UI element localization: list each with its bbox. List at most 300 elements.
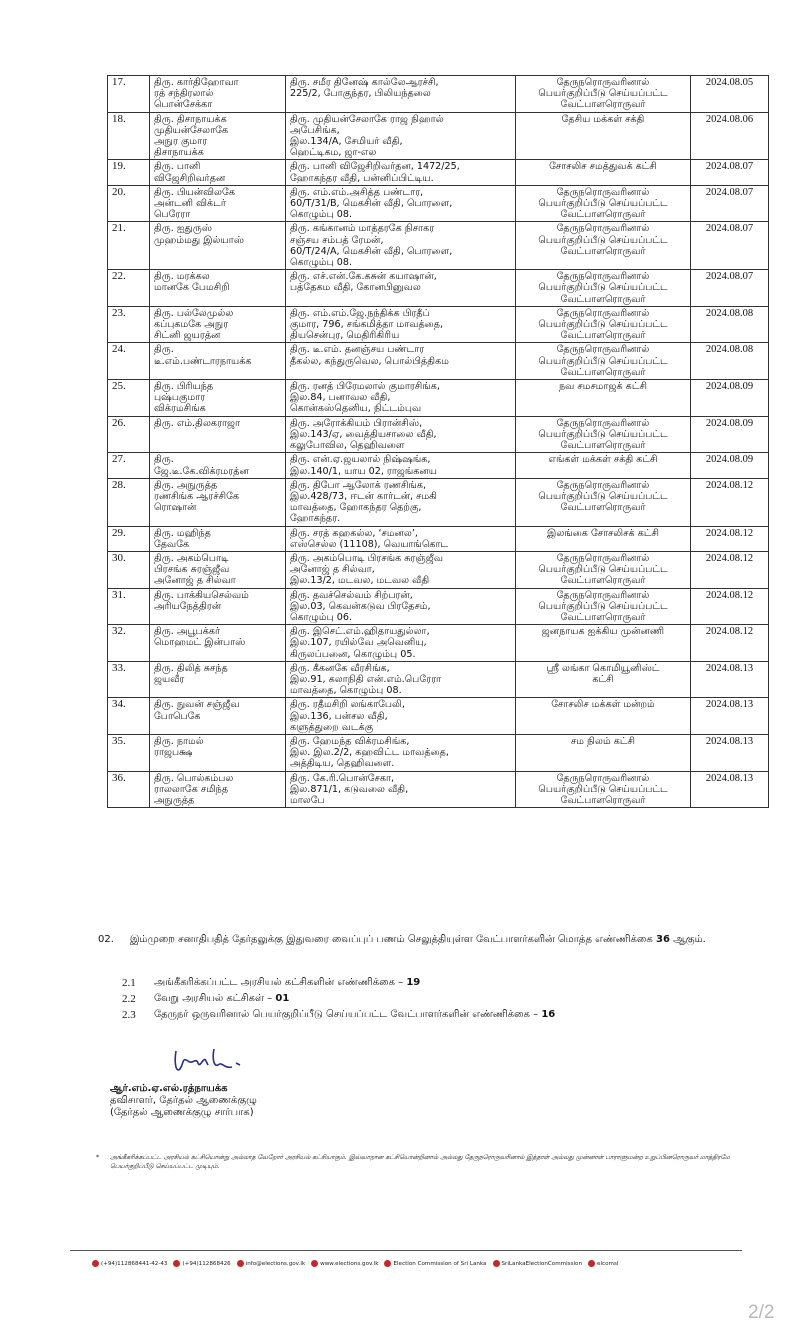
party-name-line: தேருநரொருவரினால் <box>556 552 650 564</box>
party-name-line: நவ சமசமாஜக் கட்சி <box>559 381 647 393</box>
candidate-name-line: திரு. பொல்கம்பல <box>154 772 234 784</box>
party-name-line: தேருநரொருவரினால் <box>556 307 650 319</box>
total-candidates: 36 <box>655 934 670 945</box>
table-row <box>108 588 769 625</box>
party-name <box>516 734 691 771</box>
footer-web[interactable] <box>311 1260 378 1267</box>
proposer-details-line: இல.107, ரயில்வே அவெனியு, <box>290 637 427 649</box>
fax-text: (+94)112868426 <box>182 1260 231 1267</box>
party-name-line: ஸ்ரீ லங்கா கொமியூனிஸ்ட் <box>546 662 660 674</box>
deposit-date: 2024.08.09 <box>691 380 769 417</box>
candidate-name <box>150 526 286 551</box>
candidate-name-line: விஜேசிறிவர்தன <box>154 172 226 184</box>
proposer-details <box>286 478 516 526</box>
proposer-details-line: திரு. ரனத் பிரேமலால் குமாரசிங்க, <box>290 381 440 393</box>
footer-twitter[interactable] <box>588 1260 618 1267</box>
paragraph-number: 02. <box>98 934 114 945</box>
stat-item <box>122 1007 555 1023</box>
proposer-details-line: திரு. ஹேமந்த விக்ரமசிங்க, <box>290 735 410 747</box>
party-name-line: எங்கள் மக்கள் சக்தி கட்சி <box>548 454 658 466</box>
party-name <box>516 76 691 113</box>
party-name-line: வேட்பாளரொருவர் <box>560 245 646 257</box>
deposit-date: 2024.08.09 <box>691 416 769 453</box>
party-name-line: பெயர்குறிப்பீடு செய்யப்பட்ட <box>538 234 668 246</box>
proposer-details <box>286 185 516 222</box>
table-row <box>108 416 769 453</box>
proposer-details-line: களுத்துறை வடக்கு <box>290 721 374 733</box>
candidate-name-line: திரு. பானி <box>154 161 201 173</box>
party-name-line: வேட்பாளரொருவர் <box>560 209 646 221</box>
youtube-text[interactable]: SriLankaElectionCommission <box>501 1260 583 1267</box>
party-name <box>516 526 691 551</box>
stat-label: அங்கீகரிக்கப்பட்ட அரசியல் கட்சிகளின் எண்ணிக்கை – <box>154 977 404 988</box>
stat-value: 01 <box>275 993 290 1004</box>
footer-youtube[interactable] <box>493 1260 583 1267</box>
table-row <box>108 380 769 417</box>
deposit-date: 2024.08.06 <box>691 112 769 160</box>
candidate-name <box>150 625 286 662</box>
candidate-name-line: திரு. அகம்பொடி <box>154 552 229 564</box>
candidate-name-line: திரு. பாக்கியசெல்வம் <box>154 589 249 601</box>
proposer-details-line: திரு. டீ.எம். தனஞ்சய பண்டார <box>290 344 425 356</box>
proposer-details <box>286 661 516 698</box>
candidate-name-line: திரு. பல்லேமுல்ல <box>154 307 234 319</box>
proposer-details-line: எஸ்செல்ல (11108), வெயாங்கொட <box>290 538 449 550</box>
twitter-text[interactable]: elcomsl <box>597 1260 619 1267</box>
candidate-name-line: அநுர குமார <box>154 136 208 148</box>
candidate-name-line: பெரேரா <box>154 209 191 221</box>
party-name-line: ஜனநாயக ஐக்கிய முன்னணி <box>541 626 665 638</box>
party-name <box>516 625 691 662</box>
proposer-details-line: இல. இல.2/2, கஹவிட்ட மாவத்தை, <box>290 747 449 759</box>
proposer-details <box>286 698 516 735</box>
signatory-subtitle: (தேர்தல் ஆணைக்குழு சார்பாக) <box>110 1107 254 1118</box>
party-name <box>516 306 691 343</box>
table-row <box>108 526 769 551</box>
stat-number: 2.2 <box>122 993 136 1005</box>
party-name-line: வேட்பாளரொருவர் <box>560 99 646 111</box>
proposer-details-line: தீகல்ல, கந்துருவெல, பொல்பித்திகம <box>290 355 449 367</box>
proposer-details-line: சஞ்சய சம்பத் ரேமன், <box>290 234 384 246</box>
candidate-name <box>150 76 286 113</box>
proposer-details-line: அத்திடிய, தெஹிவளை. <box>290 758 395 770</box>
deposit-date: 2024.08.08 <box>691 306 769 343</box>
candidate-name-line: சிட்னி ஜயரத்ன <box>154 330 221 342</box>
proposer-details <box>286 112 516 160</box>
candidate-name-line: திரு. நாமல் <box>154 735 204 747</box>
proposer-details-line: திரு. தவச்செல்வம் சிற்பரன், <box>290 589 413 601</box>
party-name-line: பெயர்குறிப்பீடு செய்யப்பட்ட <box>538 319 668 331</box>
proposer-details-line: இல.13/2, மடவல, மடவல வீதி <box>290 575 430 587</box>
proposer-details <box>286 734 516 771</box>
party-name-line: தேருநரொருவரினால் <box>556 417 650 429</box>
candidate-name-line: முதியன்சேலாகே <box>154 124 229 136</box>
proposer-details-line: அனோஜ் த சில்வா, <box>290 564 375 576</box>
row-number: 21. <box>108 222 150 270</box>
facebook-text[interactable]: Election Commission of Sri Lanka <box>393 1260 487 1267</box>
footer-email[interactable] <box>237 1260 305 1267</box>
candidate-name-line: மொஹமட் இன்பாஸ் <box>154 637 246 649</box>
row-number: 24. <box>108 343 150 380</box>
table-row <box>108 185 769 222</box>
footer-fax <box>173 1260 230 1267</box>
deposit-date: 2024.08.13 <box>691 698 769 735</box>
row-number: 23. <box>108 306 150 343</box>
candidate-name-line: ஜயவீர <box>154 673 185 685</box>
table-row <box>108 551 769 588</box>
party-name-line: கட்சி <box>592 673 614 685</box>
candidate-name-line: திரு. அபூபக்கர் <box>154 626 221 638</box>
party-name-line: பெயர்குறிப்பீடு செய்யப்பட்ட <box>538 564 668 576</box>
candidate-name-line: மானகே பேமசிறி <box>154 282 230 294</box>
party-name-line: தேருநரொருவரினால் <box>556 223 650 235</box>
row-number: 33. <box>108 661 150 698</box>
party-name-line: தேருநரொருவரினால் <box>556 344 650 356</box>
proposer-details-line: திரு. முதியன்சேலாகே ராஜ நிஹால் <box>290 113 444 125</box>
stats-list <box>122 975 555 1023</box>
party-name <box>516 551 691 588</box>
candidate-name-line: டீ.எம்.பண்டாரநாயக்க <box>154 355 252 367</box>
party-name-line: வேட்பாளரொருவர் <box>560 575 646 587</box>
row-number: 29. <box>108 526 150 551</box>
proposer-details-line: இல.140/1, யாய 02, ராஜங்கனய <box>290 465 437 477</box>
party-name-line: தேசிய மக்கள் சக்தி <box>561 113 645 125</box>
candidate-name-line: திரு. மரக்கல <box>154 271 210 283</box>
proposer-details-line: தியசென்புர, மெதிரிகிரிய <box>290 330 400 342</box>
stat-number: 2.1 <box>122 977 136 989</box>
proposer-details-line: ஹெட்டிகம, ஜா-எல <box>290 147 377 159</box>
proposer-details-line: அபேசிங்க, <box>290 124 340 136</box>
party-name <box>516 661 691 698</box>
candidate-name <box>150 453 286 478</box>
candidate-name-line: ராலலாகே சமிந்த <box>154 783 229 795</box>
candidate-name <box>150 551 286 588</box>
candidate-name <box>150 306 286 343</box>
proposer-details-line: திரு. பானி விஜேசிறிவர்தன, 1472/25, <box>290 161 460 173</box>
proposer-details-line: பத்தேகம வீதி, கோனபினுவல <box>290 282 421 294</box>
stat-item <box>122 991 555 1007</box>
deposit-date: 2024.08.12 <box>691 526 769 551</box>
party-name <box>516 453 691 478</box>
candidate-name-line: திரு. பியன்விலகே <box>154 186 235 198</box>
party-name-line: பெயர்குறிப்பீடு செய்யப்பட்ட <box>538 282 668 294</box>
party-name <box>516 478 691 526</box>
candidate-name-line: திரு. நுவன் சஞ்ஜீவ <box>154 699 240 711</box>
handwritten-signature <box>170 1043 250 1079</box>
stat-value: 16 <box>541 1009 556 1020</box>
proposer-details-line: திரு. ரதீமசிறி லங்காபேலி, <box>290 699 405 711</box>
footer-phone <box>92 1260 167 1267</box>
deposit-date: 2024.08.12 <box>691 588 769 625</box>
proposer-details <box>286 453 516 478</box>
candidate-name <box>150 270 286 307</box>
party-name <box>516 771 691 808</box>
table-row <box>108 76 769 113</box>
stat-item <box>122 975 555 991</box>
footer-facebook[interactable] <box>384 1260 486 1267</box>
row-number: 17. <box>108 76 150 113</box>
page-number: 2/2 <box>748 1302 775 1323</box>
party-name-line: தேருநரொருவரினால் <box>556 479 650 491</box>
candidate-name-line: அரியநேத்திரன் <box>154 600 222 612</box>
proposer-details-line: திரு. அரோக்கியம் பிரான்சிஸ், <box>290 417 423 429</box>
party-name-line: தேருநரொருவரினால் <box>556 271 650 283</box>
proposer-details <box>286 380 516 417</box>
party-name <box>516 160 691 185</box>
proposer-details-line: 60/T/31/B, மெகசின் வீதி, பொரளை, <box>290 198 453 210</box>
row-number: 26. <box>108 416 150 453</box>
proposer-details-line: திரு. கீகனகே வீரசிங்க, <box>290 662 390 674</box>
row-number: 30. <box>108 551 150 588</box>
candidate-name-line: ரணசிங்க ஆரச்சிகே <box>154 490 240 502</box>
candidate-name-line: திரு. <box>154 344 174 356</box>
signatory-block <box>110 1083 257 1119</box>
party-name <box>516 588 691 625</box>
proposer-details <box>286 551 516 588</box>
proposer-details-line: திரு. என்.ஏ.ஜயலால் நிஷ்ஷங்க, <box>290 454 431 466</box>
proposer-details-line: திரு. அகம்பொடி பிரசங்க சுரஞ்ஜீவ <box>290 552 444 564</box>
party-name-line: பெயர்குறிப்பீடு செய்யப்பட்ட <box>538 490 668 502</box>
row-number: 36. <box>108 771 150 808</box>
proposer-details-line: கொழும்பு 08. <box>290 209 353 221</box>
party-name-line: சம நிலம் கட்சி <box>570 735 636 747</box>
deposit-date: 2024.08.12 <box>691 625 769 662</box>
table-row <box>108 771 769 808</box>
deposit-date: 2024.08.07 <box>691 160 769 185</box>
row-number: 28. <box>108 478 150 526</box>
candidate-name <box>150 380 286 417</box>
candidate-name-line: திசாநாயக்க <box>154 147 204 159</box>
table-row <box>108 343 769 380</box>
proposer-details-line: ஹோகந்தர. <box>290 513 341 525</box>
deposit-date: 2024.08.08 <box>691 343 769 380</box>
proposer-details-line: திரு. எம்.எம்.அசித்த பண்டார, <box>290 186 424 198</box>
table-row <box>108 478 769 526</box>
row-number: 32. <box>108 625 150 662</box>
candidate-name-line: திரு. ஐதுருஸ் <box>154 223 213 235</box>
party-name-line: தேருநரொருவரினால் <box>556 186 650 198</box>
candidate-name-line: திரு. அநுருத்த <box>154 479 218 491</box>
table-row <box>108 698 769 735</box>
candidate-name-line: கப்புகமகே அநுர <box>154 319 229 331</box>
proposer-details-line: கிருலப்பனை, கொழும்பு 05. <box>290 648 416 660</box>
proposer-details-line: இல.03, கெவன்கடுவ பிரதேசம், <box>290 600 431 612</box>
candidate-name-line: திரு. திசாநாயக்க <box>154 113 227 125</box>
proposer-details <box>286 76 516 113</box>
proposer-details <box>286 306 516 343</box>
summary-suffix: ஆகும். <box>673 934 706 945</box>
proposer-details <box>286 588 516 625</box>
footnote-text: அங்கீகரிக்கப்பட்ட அரசியல் கட்சியொன்று அல்லாத வேறோர் அரசியல் கட்சியாகும். இவ்வாறான கட்சியொன்றினால் அல்லது தேருநரொருவரினால் இத்தாள் அல்லது முன்னாள் பாராளுமன்ற உறுப்பினரொருவர் மாத்திரமே பெயர்குறிப்பீடு செய்யப்பட்ட முடியும். <box>110 1154 730 1170</box>
candidate-name-line: பொன்சேக்கா <box>154 99 213 111</box>
proposer-details-line: திரு. எம்.எம்.ஜே.நந்திக்க பிரதீப் <box>290 307 430 319</box>
deposit-date: 2024.08.13 <box>691 771 769 808</box>
deposit-date: 2024.08.13 <box>691 734 769 771</box>
party-name-line: வேட்பாளரொருவர் <box>560 794 646 806</box>
candidate-name <box>150 222 286 270</box>
candidate-name <box>150 698 286 735</box>
proposer-details <box>286 526 516 551</box>
web-text[interactable]: www.elections.gov.lk <box>320 1260 379 1267</box>
stat-number: 2.3 <box>122 1009 136 1021</box>
candidate-name <box>150 185 286 222</box>
table-row <box>108 222 769 270</box>
proposer-details-line: மாவத்தை, ஹோகந்தர தெற்கு, <box>290 502 422 514</box>
table-row <box>108 661 769 698</box>
contact-footer <box>92 1260 618 1267</box>
row-number: 25. <box>108 380 150 417</box>
party-name-line: வேட்பாளரொருவர் <box>560 293 646 305</box>
party-name-line: வேட்பாளரொருவர் <box>560 440 646 452</box>
candidate-name-line: ராஜபக்ஷ <box>154 747 193 759</box>
party-name <box>516 343 691 380</box>
proposer-details <box>286 771 516 808</box>
deposit-date: 2024.08.07 <box>691 270 769 307</box>
table-row <box>108 306 769 343</box>
proposer-details <box>286 343 516 380</box>
party-name-line: வேட்பாளரொருவர் <box>560 502 646 514</box>
party-name <box>516 698 691 735</box>
candidate-name-line: திரு. எம்.திலகராஜா <box>154 417 241 429</box>
candidate-name-line: அனோஜ் த சில்வா <box>154 575 236 587</box>
table-row <box>108 625 769 662</box>
party-name <box>516 112 691 160</box>
party-name-line: தேருநரொருவரினால் <box>556 589 650 601</box>
proposer-details-line: ஹோகந்தர வீதி, பன்னிப்பிட்டிய. <box>290 172 434 184</box>
candidate-name-line: திரு. கார்திஹோவா <box>154 77 239 88</box>
candidate-name <box>150 661 286 698</box>
signatory-name: ஆர்.எம்.ஏ.எல்.ரத்நாயக்க <box>110 1083 228 1094</box>
table-row <box>108 112 769 160</box>
proposer-details-line: திரு. சமீர தினேஷ் கால்லேஆரச்சி, <box>290 77 439 88</box>
proposer-details-line: கொன்கஸ்தெனிய, நிட்டம்புவ <box>290 403 422 415</box>
proposer-details-line: இல.134/A, சேமியர் வீதி, <box>290 136 403 148</box>
row-number: 22. <box>108 270 150 307</box>
party-name-line: சோசலிச சமத்துவக் கட்சி <box>549 161 657 173</box>
party-name <box>516 380 691 417</box>
candidate-name-line: திரு. திலித் சுசந்த <box>154 662 228 674</box>
candidate-name-line: ரத் சந்திரலால் <box>154 88 214 100</box>
candidate-name <box>150 771 286 808</box>
stat-label: தேருநர் ஒருவரினால் பெயர்குறிப்பீடு செய்யப்பட்ட வேட்பாளர்களின் எண்ணிக்கை – <box>154 1009 539 1020</box>
row-number: 20. <box>108 185 150 222</box>
party-name-line: வேட்பாளரொருவர் <box>560 611 646 623</box>
proposer-details-line: இல.143/ஏ, வைத்தியசாலை வீதி, <box>290 428 437 440</box>
candidate-name-line: முஹம்மது இல்யாஸ் <box>154 234 245 246</box>
party-name-line: தேருநரொருவரினால் <box>556 772 650 784</box>
proposer-details <box>286 222 516 270</box>
table-row <box>108 270 769 307</box>
candidate-name <box>150 588 286 625</box>
candidate-name <box>150 734 286 771</box>
youtube-icon <box>493 1260 500 1267</box>
proposer-details <box>286 625 516 662</box>
candidate-name-line: திரு. மஹிந்த <box>154 527 211 539</box>
phone-text: (+94)112868441-42-43 <box>101 1260 168 1267</box>
candidate-name-line: பிரசங்க சுரஞ்ஜீவ <box>154 564 230 576</box>
row-number: 35. <box>108 734 150 771</box>
candidate-name-line: போபெகே <box>154 710 201 722</box>
proposer-details-line: திரு. கங்கானம் மாத்தரகே நிசாகர <box>290 223 435 235</box>
email-icon <box>237 1260 244 1267</box>
email-text[interactable]: info@elections.gov.lk <box>245 1260 306 1267</box>
party-name-line: இலங்கை சோசலிசக் கட்சி <box>547 527 659 539</box>
stat-label: வேறு அரசியல் கட்சிகள் – <box>154 993 273 1004</box>
proposer-details <box>286 270 516 307</box>
deposit-date: 2024.08.07 <box>691 185 769 222</box>
signatory-title: தவிசாளர், தேர்தல் ஆணைக்குழு <box>110 1095 257 1106</box>
candidate-name-line: அநுருத்த <box>154 794 195 806</box>
web-icon <box>311 1260 318 1267</box>
party-name-line: சோசலிச மக்கள் மன்றம் <box>551 699 655 711</box>
proposer-details-line: இல.428/73, ஈடன் கார்டன், சமகி <box>290 490 438 502</box>
proposer-details-line: கொழும்பு 06. <box>290 611 353 623</box>
candidate-name-line: விக்ரமசிங்க <box>154 403 206 415</box>
proposer-details-line: மாவத்தை, கொழும்பு 08. <box>290 685 402 697</box>
party-name-line: வேட்பாளரொருவர் <box>560 366 646 378</box>
deposit-date: 2024.08.05 <box>691 76 769 113</box>
candidate-name <box>150 112 286 160</box>
stat-value: 19 <box>406 977 421 988</box>
party-name-line: பெயர்குறிப்பீடு செய்யப்பட்ட <box>538 198 668 210</box>
proposer-details-line: திரு. கே.ரி.பொன்சேகா, <box>290 772 395 784</box>
proposer-details <box>286 416 516 453</box>
footer-divider <box>70 1250 742 1251</box>
facebook-icon <box>384 1260 391 1267</box>
deposit-date: 2024.08.07 <box>691 222 769 270</box>
summary-paragraph <box>98 932 766 947</box>
party-name-line: பெயர்குறிப்பீடு செய்யப்பட்ட <box>538 600 668 612</box>
summary-text: இம்முறை சனாதிபதித் தேர்தலுக்கு இதுவரை வைப்புப் பணம் செலுத்தியுள்ள வேட்பாளர்களின் மொத்த எண்ணிக்கை <box>129 934 653 945</box>
candidate-table <box>107 75 769 808</box>
row-number: 19. <box>108 160 150 185</box>
proposer-details-line: 225/2, போகுந்தர, பிலியந்தலை <box>290 88 431 100</box>
proposer-details <box>286 160 516 185</box>
proposer-details-line: 60/T/24/A, மெகசின் வீதி, பொரளை, <box>290 245 453 257</box>
candidate-name <box>150 343 286 380</box>
candidate-name-line: ஜே.டீ.கே.விக்ரமரத்ன <box>154 465 249 477</box>
table-row <box>108 160 769 185</box>
deposit-date: 2024.08.12 <box>691 478 769 526</box>
proposer-details-line: மாலபே <box>290 794 325 806</box>
proposer-details-line: கலுபோவில, தெஹிவளை <box>290 440 405 452</box>
party-name <box>516 270 691 307</box>
party-name-line: வேட்பாளரொருவர் <box>560 330 646 342</box>
candidate-name-line: திரு. பிரியந்த <box>154 381 214 393</box>
proposer-details-line: இல.136, பன்சல வீதி, <box>290 710 388 722</box>
candidate-name-line: அன்டனி விக்டர் <box>154 198 226 210</box>
twitter-icon <box>588 1260 595 1267</box>
candidate-name <box>150 160 286 185</box>
row-number: 34. <box>108 698 150 735</box>
fax-icon <box>173 1260 180 1267</box>
candidate-name-line: ரொஷான் <box>154 502 197 514</box>
phone-icon <box>92 1260 99 1267</box>
row-number: 31. <box>108 588 150 625</box>
table-row <box>108 453 769 478</box>
deposit-date: 2024.08.09 <box>691 453 769 478</box>
candidate-name <box>150 416 286 453</box>
deposit-date: 2024.08.12 <box>691 551 769 588</box>
proposer-details-line: திரு. சரத் கஹகல்ல, ‘சமனல’, <box>290 527 418 539</box>
footnote <box>96 1153 746 1171</box>
deposit-date: 2024.08.13 <box>691 661 769 698</box>
party-name-line: பெயர்குறிப்பீடு செய்யப்பட்ட <box>538 88 668 100</box>
footnote-marker: * <box>96 1154 100 1161</box>
proposer-details-line: இல.91, கலாநிதி என்.எம்.பெரேரா <box>290 673 442 685</box>
row-number: 18. <box>108 112 150 160</box>
proposer-details-line: திரு. திபோ ஆலோக் ரணசிங்க, <box>290 479 427 491</box>
